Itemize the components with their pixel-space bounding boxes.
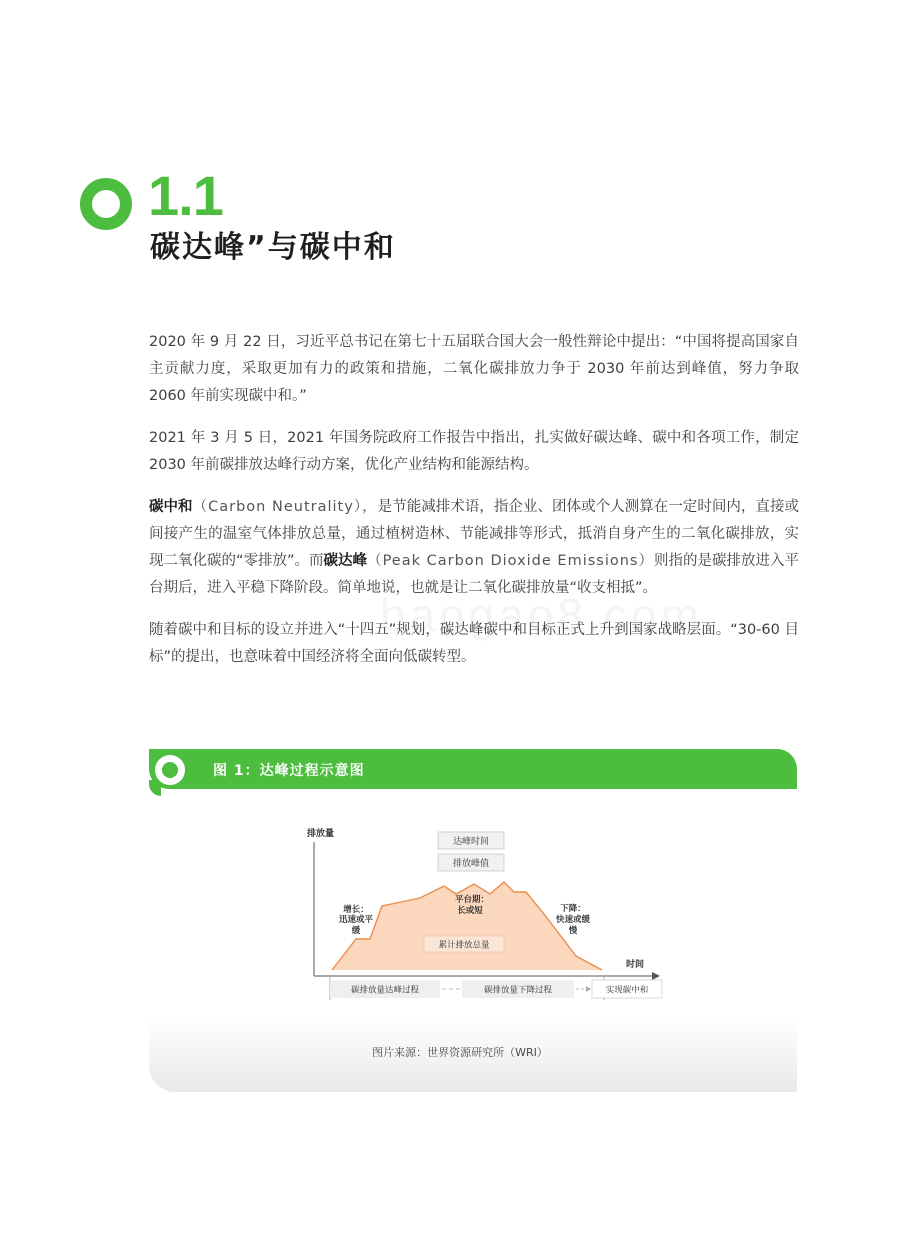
phase-arrow-icon (586, 986, 591, 992)
paragraph-3-part-1: 是节能减排术语，指企业、团体或个人测算在一定时间内，直接或间接产生的温室气体排放总量，通过植树造林、节能减排等形式，抵消自身产生的二氧化碳排放，实现二氧化碳的“零排放”。而 (149, 499, 799, 569)
watermark (380, 588, 703, 642)
banner-ring-icon (155, 755, 185, 785)
x-axis-label: 时间 (626, 960, 645, 970)
decline-title: 下降： (560, 904, 586, 914)
paragraph-3-part-2: 则指的是碳排放进入平台期后，进入平稳下降阶段。简单地说，也就是让二氧化碳排放量“收支相抵”。 (149, 553, 800, 596)
growth-title: 增长： (343, 905, 369, 915)
paragraph-4: 随着碳中和目标的设立并进入“十四五”规划，碳达峰碳中和目标正式上升到国家战略层面。“30-60 目标”的提出，也意味着中国经济将全面向低碳转型。 (149, 622, 799, 665)
peak-time-label: 达峰时间 (452, 837, 490, 847)
growth-line-2: 缓 (351, 926, 361, 936)
section-ring-icon (80, 178, 132, 230)
plateau-line-2: 长或短 (457, 906, 483, 916)
section-title: 碳达峰”与碳中和 (150, 230, 396, 265)
term-carbon-peak-en: （Peak Carbon Dioxide Emissions） (367, 553, 654, 569)
paragraph-2: 2021 年 3 月 5 日，2021 年国务院政府工作报告中指出，扎实做好碳达峰、碳中和各项工作，制定 2030 年前碳排放达峰行动方案，优化产业结构和能源结构。 (149, 430, 799, 473)
growth-line-1: 迅速或平 (338, 915, 374, 925)
cumulative-label: 累计排放总量 (438, 940, 490, 951)
paragraph-1: 2020 年 9 月 22 日，习近平总书记在第七十五届联合国大会一般性辩论中提出：“中国将提高国家自主贡献力度，采取更加有力的政策和措施，二氧化碳排放力争于 2030 年前达到峰值，努力争取 2060 年前实现碳中和。” (149, 334, 799, 404)
figure-label: 图 1：达峰过程示意图 (213, 763, 365, 779)
plateau-line-1: 平台期： (454, 895, 490, 905)
term-carbon-neutrality-en: （Carbon Neutrality）， (192, 499, 378, 515)
phase-1-label: 碳排放量达峰过程 (350, 985, 420, 996)
phase-3-label: 实现碳中和 (605, 985, 649, 996)
term-carbon-peak: 碳达峰 (323, 553, 368, 569)
term-carbon-neutrality: 碳中和 (149, 499, 193, 515)
paragraph-3 (149, 494, 799, 602)
figure-source: 图片来源：世界资源研究所（WRI） (372, 1046, 548, 1059)
decline-line-2: 慢 (568, 926, 578, 936)
x-axis-arrow-icon (652, 972, 660, 980)
decline-line-1: 快速或缓 (555, 915, 591, 925)
peak-process-diagram (300, 820, 670, 1010)
y-axis-label: 排放量 (307, 829, 335, 839)
section-number: 1.1 (148, 164, 223, 227)
phase-2-label: 碳排放量下降过程 (483, 985, 553, 996)
peak-value-label: 排放峰值 (452, 859, 490, 869)
